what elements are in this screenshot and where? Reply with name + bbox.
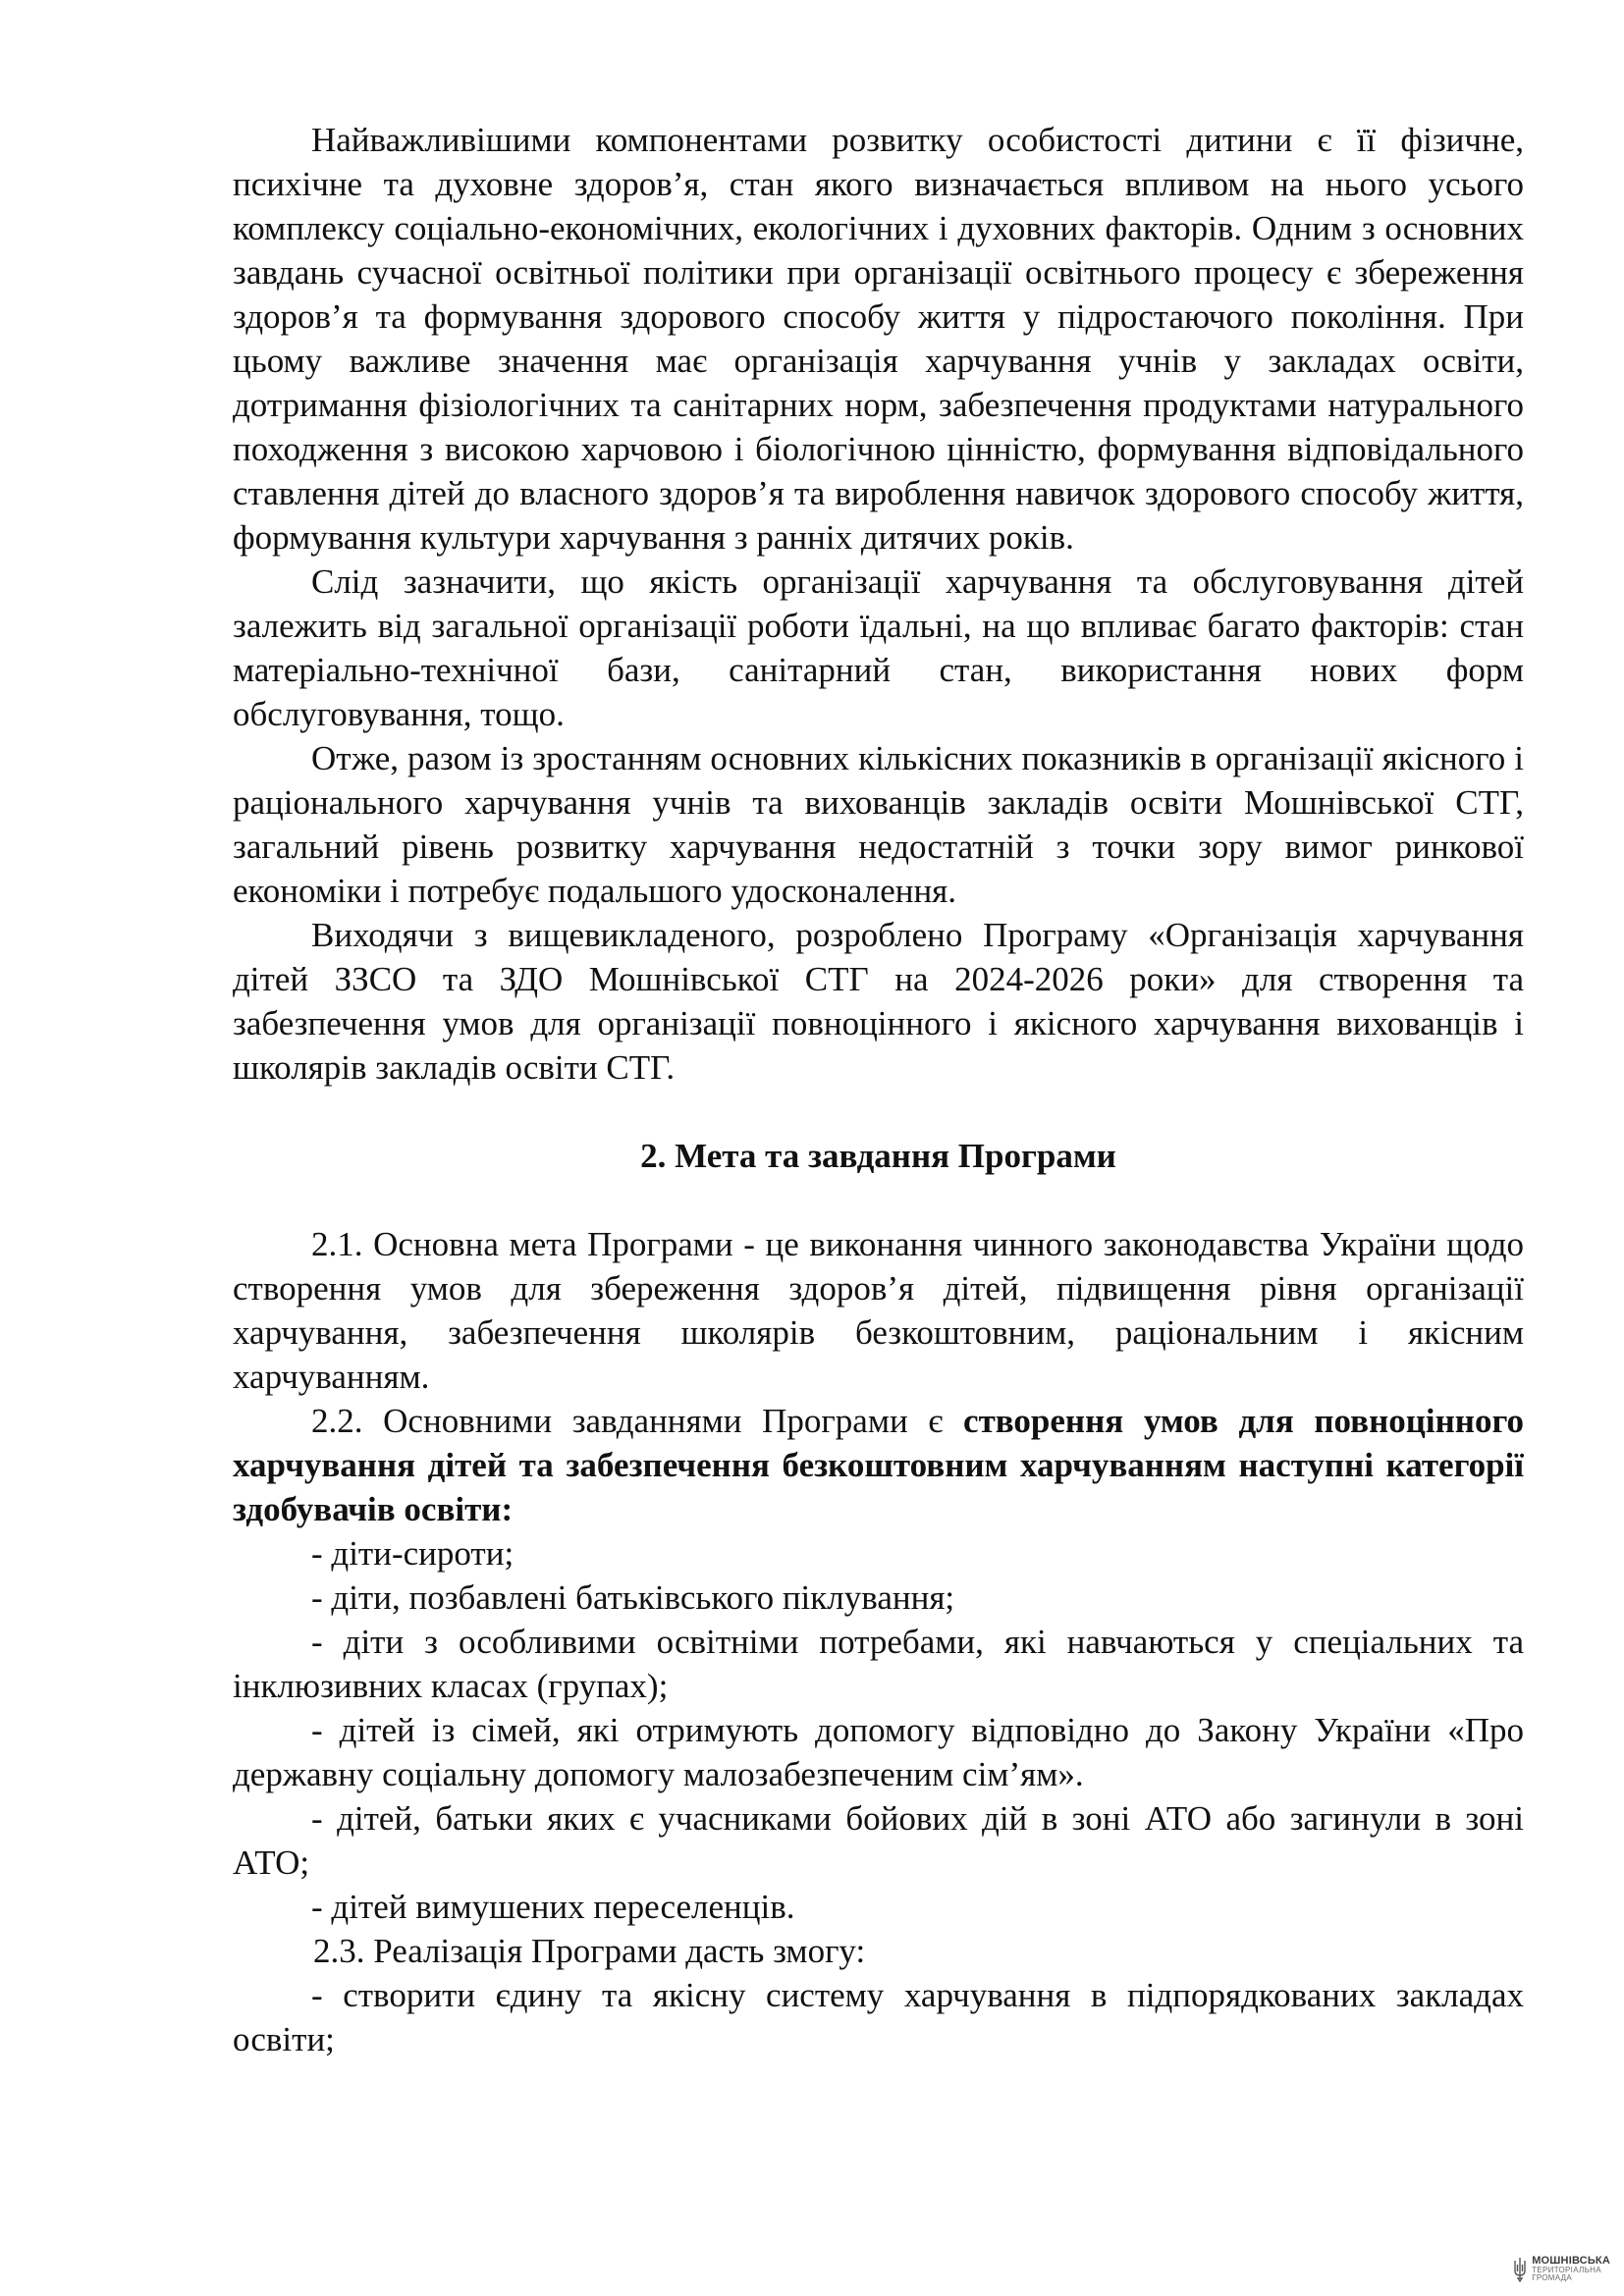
category-item: - діти з особливими освітніми потребами, які навчаються у спеціальних та інклюзивних класах (групах); <box>233 1623 1524 1705</box>
item-2-1: 2.1. Основна мета Програми - це виконання чинного законодавства України щодо створення умов для збереження здоров’я дітей, підвищення рівня організації харчування, забезпечення школярів безкоштовним, раціональним і якісним харчуванням. <box>233 1225 1524 1396</box>
intro-paragraph-1: Найважливішими компонентами розвитку особистості дитини є її фізичне, психічне та духовне здоров’я, стан якого визначається впливом на нього усього комплексу соціально-економічних, екологічних і духовних факторів. Одним з основних завдань сучасної освітньої політики при організації освітнього процесу є збереження здоров’я та формування здорового способу життя у підростаючого покоління. При цьому важливе значення має організація харчування учнів у закладах освіти, дотримання фізіологічних та санітарних норм, забезпечення продуктами натурального походження з високою харчовою і біологічною цінністю, формування відповідального ставлення дітей до власного здоров’я та вироблення навичок здорового способу життя, формування культури харчування з ранніх дитячих років. <box>233 121 1524 557</box>
intro-paragraph-4: Виходячи з вищевикладеного, розроблено Програму «Організація харчування дітей ЗЗСО та ЗДО Мошнівської СТГ на 2024-2026 роки» для створення та забезпечення умов для організації повноцінного і якісного харчування вихованців і школярів закладів освіти СТГ. <box>233 916 1524 1087</box>
logo-text <box>1532 2256 1610 2282</box>
intro-paragraph-2: Слід зазначити, що якість організації харчування та обслуговування дітей залежить від загальної організації роботи їдальні, на що впливає багато факторів: стан матеріально-технічної бази, санітарний стан, використання нових форм обслуговування, тощо. <box>233 562 1524 733</box>
trident-emblem-icon <box>1512 2257 1528 2282</box>
outcome-item: - створити єдину та якісну систему харчування в підпорядкованих закладах освіти; <box>233 1976 1524 2058</box>
category-item: - діти-сироти; <box>311 1534 514 1573</box>
logo-title: МОШНІВСЬКА <box>1532 2255 1610 2267</box>
category-item: - дітей вимушених переселенців. <box>311 1888 795 1926</box>
item-2-2-bold: створення умов для повноцінного харчування дітей та забезпечення безкоштовним харчуванням наступні категорії здобувачів освіти: <box>233 1402 1524 1528</box>
community-logo <box>1512 2256 1610 2282</box>
category-item: - дітей, батьки яких є учасниками бойових дій в зоні АТО або загинули в зоні АТО; <box>233 1799 1524 1882</box>
document-page <box>233 118 1524 2061</box>
item-2-2 <box>233 1399 1524 1531</box>
logo-subtitle-1: ТЕРИТОРІАЛЬНА <box>1532 2266 1601 2274</box>
spacer <box>233 1178 1524 1222</box>
section-heading <box>233 1134 1524 1178</box>
section-title: . Мета та завдання Програми <box>657 1137 1116 1175</box>
item-2-2-lead: 2.2. Основними завданнями Програми є <box>311 1402 964 1440</box>
category-item: - діти, позбавлені батьківського піклування; <box>311 1578 955 1617</box>
spacer <box>233 1090 1524 1134</box>
logo-subtitle-2: ГРОМАДА <box>1532 2273 1573 2282</box>
category-item: - дітей із сімей, які отримують допомогу відповідно до Закону України «Про державну соціальну допомогу малозабезпеченим сім’ям». <box>233 1711 1524 1793</box>
item-2-3: 2.3. Реалізація Програми дасть змогу: <box>313 1932 866 1970</box>
section-number: 2 <box>640 1137 658 1175</box>
intro-paragraph-3: Отже, разом із зростанням основних кількісних показників в організації якісного і раціонального харчування учнів та вихованців закладів освіти Мошнівської СТГ, загальний рівень розвитку харчування недостатній з точки зору вимог ринкової економіки і потребує подальшого удосконалення. <box>233 739 1524 910</box>
